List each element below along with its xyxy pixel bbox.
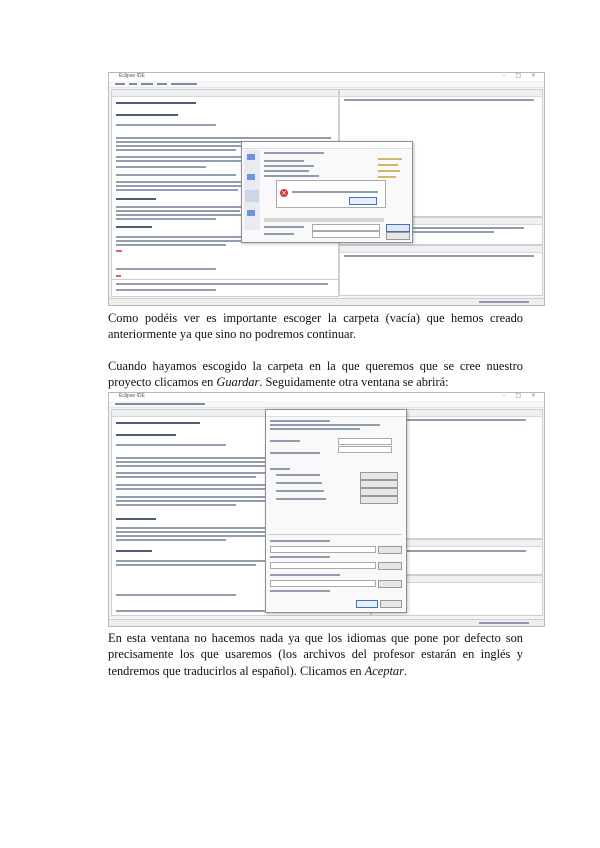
browse-button-3[interactable] xyxy=(378,580,402,588)
window-controls: – □ × xyxy=(502,72,540,79)
save-as-dialog xyxy=(241,141,413,243)
screenshot-save-dialog xyxy=(108,72,545,306)
language-button-2[interactable] xyxy=(360,480,398,488)
error-x-icon: × xyxy=(281,189,287,197)
accept-button[interactable] xyxy=(356,600,378,608)
save-button[interactable] xyxy=(386,224,410,232)
error-message-box xyxy=(276,180,386,208)
browse-button-2[interactable] xyxy=(378,562,402,570)
paragraph-3-text: En esta ventana no hacemos nada ya que los idiomas que pone por defecto son precisamente los que usaremos (los archivos del profesor estarán en inglés y tendremos que traducirlos al español). Clicamos en xyxy=(108,631,523,678)
paragraph-3-tail: . xyxy=(403,663,408,678)
paragraph-3-emphasis: Aceptar xyxy=(364,663,404,678)
cancel-button-2[interactable] xyxy=(380,600,402,608)
paragraph-2 xyxy=(108,358,523,391)
window-controls-2: – □ × xyxy=(502,392,540,399)
status-bar xyxy=(109,298,544,305)
paragraph-2-text: Cuando hayamos escogido la carpeta en la que queremos que se cree nuestro proyecto clicamos en xyxy=(108,359,523,390)
status-bar-2 xyxy=(109,619,544,626)
window-title-2: Eclipse IDE xyxy=(119,393,145,399)
right-pane-bottom xyxy=(339,245,543,296)
menu-bar-2 xyxy=(109,401,544,408)
error-accept-button[interactable] xyxy=(349,197,377,205)
screenshot-language-dialog xyxy=(108,392,545,627)
window-title: Eclipse IDE xyxy=(119,73,145,79)
paragraph-1: Como podéis ver es importante escoger la carpeta (vacía) que hemos creado anteriormente ya que sino no podremos continuar. xyxy=(108,311,523,342)
paragraph-2-emphasis: Guardar xyxy=(216,375,260,390)
menu-bar xyxy=(109,81,544,88)
cancel-button[interactable] xyxy=(386,232,410,240)
editor-footer xyxy=(111,279,339,297)
browse-button-1[interactable] xyxy=(378,546,402,554)
language-button-3[interactable] xyxy=(360,488,398,496)
paragraph-3 xyxy=(108,630,523,679)
language-button-4[interactable] xyxy=(360,496,398,504)
paragraph-2-tail: . Seguidamente otra ventana se abrirá: xyxy=(259,375,449,390)
language-settings-dialog xyxy=(265,409,407,613)
language-button-1[interactable] xyxy=(360,472,398,480)
